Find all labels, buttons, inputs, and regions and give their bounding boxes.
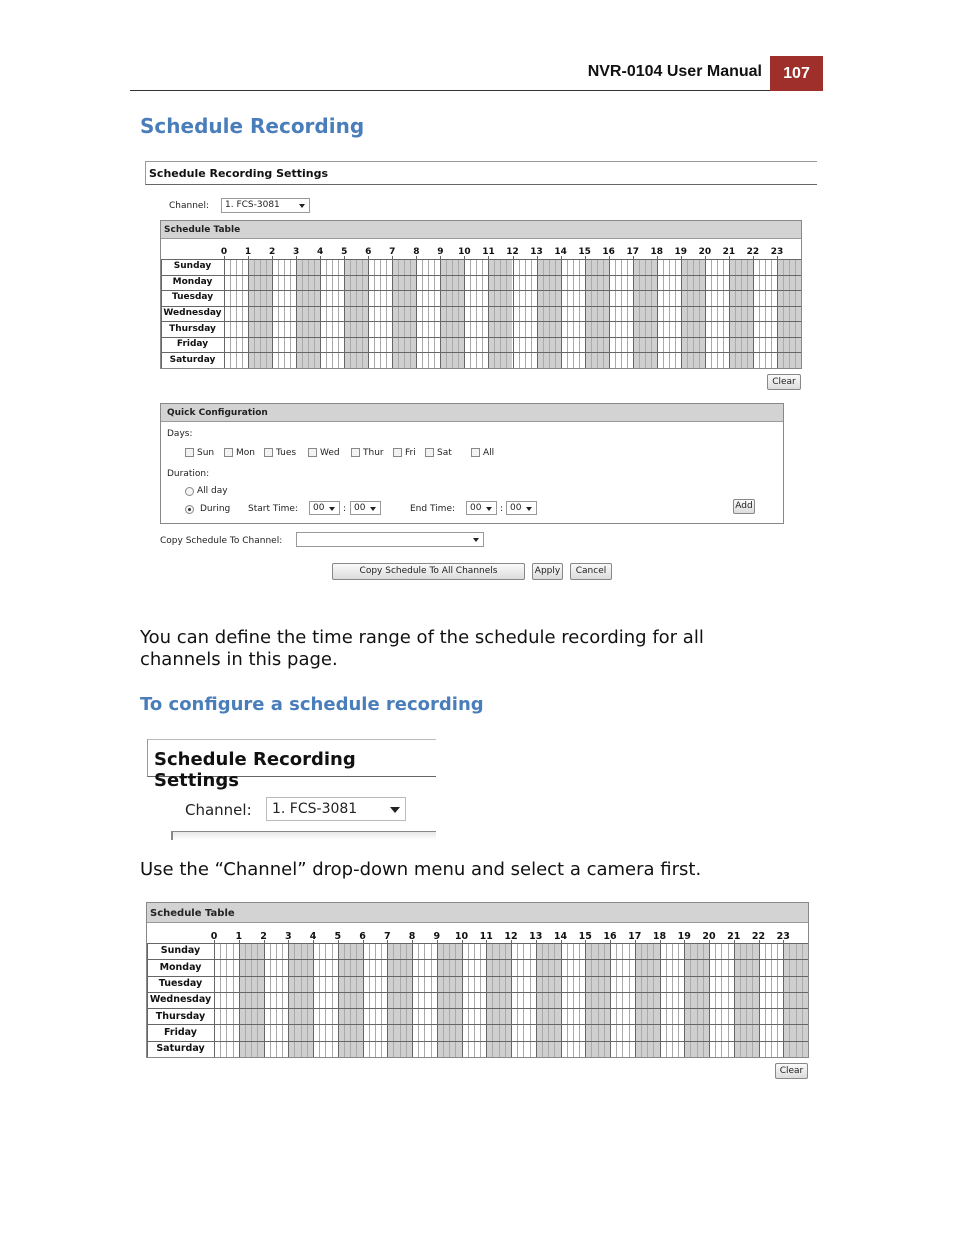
start-minute-value: 00: [354, 503, 366, 513]
add-button[interactable]: Add: [733, 499, 755, 514]
hour-label: 13: [530, 247, 543, 257]
hour-label: 14: [554, 247, 567, 257]
schedule-table-header: [161, 221, 801, 239]
grid-vline: [647, 943, 648, 1057]
grid-vline: [239, 940, 240, 1057]
grid-vline: [412, 940, 413, 1057]
time-colon: :: [343, 504, 347, 514]
chevron-down-icon: [299, 204, 305, 208]
grid-vline: [542, 943, 543, 1057]
grid-hline: [147, 1008, 808, 1009]
grid-vline: [622, 943, 623, 1057]
grid-vline: [449, 943, 450, 1057]
time-colon: :: [500, 504, 504, 514]
grid-hline: [161, 306, 801, 307]
hour-label: 4: [309, 931, 317, 942]
grid-vline: [703, 943, 704, 1057]
grid-vline: [728, 943, 729, 1057]
hour-label: 23: [770, 247, 784, 257]
grid-hline: [147, 1024, 808, 1025]
grid-hline: [147, 992, 808, 993]
day-checkbox-thur[interactable]: [351, 448, 360, 457]
hour-label: 7: [383, 931, 391, 942]
hour-label: 23: [776, 931, 790, 942]
during-label: During: [200, 504, 231, 514]
grid-hline: [161, 290, 801, 291]
grid-vline: [530, 943, 531, 1057]
grid-vline: [492, 943, 493, 1057]
day-label: Monday: [172, 276, 213, 287]
day-label: Sunday: [160, 945, 201, 957]
hour-label: 22: [751, 931, 766, 942]
grid-vline: [678, 943, 679, 1057]
day-checkbox-label: All: [483, 448, 495, 458]
end-hour-select[interactable]: [466, 501, 497, 515]
grid-vline: [468, 943, 469, 1057]
grid-vline: [697, 943, 698, 1057]
quick-config-title: Quick Configuration: [167, 408, 268, 418]
grid-vline: [276, 943, 277, 1057]
settings-panel-title: Schedule Recording Settings: [149, 167, 329, 180]
hour-label: 11: [482, 247, 495, 257]
grid-vline: [517, 943, 518, 1057]
hour-label: 12: [506, 247, 519, 257]
channel-select-value: 1. FCS-3081: [225, 200, 280, 210]
grid-vline: [610, 940, 611, 1057]
grid-vline: [214, 940, 215, 1057]
grid-vline: [660, 940, 661, 1057]
day-label: Wednesday: [163, 308, 222, 318]
day-label: Saturday: [156, 1043, 205, 1055]
day-label: Sunday: [173, 261, 212, 272]
hour-label: 21: [727, 931, 741, 942]
grid-vline: [363, 940, 364, 1057]
grid-vline: [629, 943, 630, 1057]
grid-vline: [288, 940, 289, 1057]
hour-label: 13: [529, 931, 543, 942]
hour-label: 12: [504, 931, 518, 942]
hour-label: 18: [650, 247, 663, 257]
clear-button[interactable]: Clear: [767, 374, 801, 390]
end-minute-value: 00: [510, 503, 522, 513]
hour-label: 3: [284, 931, 292, 942]
grid-vline: [585, 940, 586, 1057]
chevron-down-icon: [473, 538, 479, 542]
grid-vline: [381, 943, 382, 1057]
hour-label: 8: [408, 931, 416, 942]
grid-vline: [771, 943, 772, 1057]
grid-vline: [715, 943, 716, 1057]
grid-vline: [548, 943, 549, 1057]
grid-vline: [802, 943, 803, 1057]
grid-vline: [740, 943, 741, 1057]
hour-label: 17: [626, 247, 639, 257]
hour-label: 19: [674, 247, 688, 257]
cancel-button[interactable]: Cancel: [570, 563, 612, 580]
grid-hline: [147, 1041, 808, 1042]
day-checkbox-mon[interactable]: [224, 448, 233, 457]
quick-config-header: [161, 404, 783, 422]
schedule-table-2-header: [147, 903, 808, 923]
grid-vline: [672, 943, 673, 1057]
hour-label: 21: [722, 247, 736, 257]
day-checkbox-all[interactable]: [471, 448, 480, 457]
copy-all-channels-button[interactable]: Copy Schedule To All Channels: [332, 563, 525, 580]
hour-label: 2: [260, 931, 267, 942]
grid-vline: [499, 943, 500, 1057]
grid-vline: [616, 943, 617, 1057]
grid-vline: [505, 943, 506, 1057]
grid-hline: [161, 259, 801, 260]
grid-vline: [424, 943, 425, 1057]
grid-vline: [789, 943, 790, 1057]
grid-vline: [251, 943, 252, 1057]
grid-vline: [462, 940, 463, 1057]
hour-label: 1: [235, 931, 243, 942]
grid-vline: [777, 943, 778, 1057]
grid-vline: [406, 943, 407, 1057]
hour-label: 11: [479, 931, 493, 942]
intro-paragraph: You can define the time range of the schedule recording for all channels in this page.: [140, 627, 704, 670]
zoom-panel-title: Schedule Recording Settings: [154, 749, 356, 791]
hour-label: 5: [334, 931, 342, 942]
schedule-grid[interactable]: [161, 239, 801, 368]
day-checkbox-sun[interactable]: [185, 448, 194, 457]
grid-vline: [598, 943, 599, 1057]
grid-hline: [147, 959, 808, 960]
grid-vline: [418, 943, 419, 1057]
day-label: Thursday: [169, 323, 216, 334]
grid-vline: [759, 940, 760, 1057]
grid-vline: [765, 943, 766, 1057]
chevron-down-icon: [486, 507, 492, 511]
hour-label: 19: [677, 931, 691, 942]
grid-vline: [690, 943, 691, 1057]
chevron-down-icon: [370, 507, 376, 511]
grid-vline: [332, 943, 333, 1057]
day-label: Thursday: [155, 1010, 206, 1022]
chevron-down-icon: [329, 507, 335, 511]
grid-vline: [226, 943, 227, 1057]
grid-vline: [591, 943, 592, 1057]
day-checkbox-wed[interactable]: [308, 448, 317, 457]
grid-vline: [220, 943, 221, 1057]
grid-vline: [536, 940, 537, 1057]
zoom-panel-header: [147, 739, 436, 791]
grid-vline: [400, 943, 401, 1057]
clear-button-2[interactable]: Clear: [775, 1063, 808, 1079]
grid-vline: [356, 943, 357, 1057]
grid-hline: [161, 275, 801, 276]
channel-label: Channel:: [169, 201, 209, 211]
grid-vline: [455, 943, 456, 1057]
day-checkbox-label: Mon: [236, 448, 255, 458]
grid-vline: [325, 943, 326, 1057]
grid-vline: [561, 940, 562, 1057]
chevron-down-icon: [390, 807, 400, 813]
day-label: Saturday: [169, 354, 216, 365]
hour-label: 15: [578, 247, 591, 257]
grid-vline: [752, 943, 753, 1057]
grid-vline: [721, 943, 722, 1057]
hour-label: 18: [652, 931, 667, 942]
grid-vline: [375, 943, 376, 1057]
hour-label: 10: [458, 247, 471, 257]
duration-label: Duration:: [167, 469, 210, 479]
grid-vline: [233, 943, 234, 1057]
day-checkbox-label: Fri: [405, 448, 416, 458]
grid-vline: [486, 940, 487, 1057]
hour-label: 20: [702, 931, 716, 942]
day-checkbox-label: Tues: [276, 448, 297, 458]
all-day-label: All day: [197, 486, 228, 496]
grid-vline: [523, 943, 524, 1057]
chevron-down-icon: [526, 507, 532, 511]
grid-vline: [301, 943, 302, 1057]
grid-vline: [666, 943, 667, 1057]
grid-vline: [783, 940, 784, 1057]
day-label: Monday: [159, 961, 202, 973]
hour-label: 7: [389, 247, 396, 257]
grid-hline: [161, 337, 801, 338]
day-checkbox-label: Sat: [437, 448, 452, 458]
manual-title: NVR-0104 User Manual: [587, 63, 762, 80]
day-label: Friday: [176, 339, 209, 350]
hour-label: 1: [244, 247, 252, 257]
grid-vline: [387, 940, 388, 1057]
start-minute-select[interactable]: [350, 501, 381, 515]
zoom-table-edge: [171, 831, 436, 840]
schedule-table-2-title: Schedule Table: [150, 908, 235, 919]
subsection-title: To configure a schedule recording: [140, 694, 484, 715]
grid-hline: [161, 321, 801, 322]
hour-label: 0: [210, 931, 218, 942]
grid-vline: [369, 943, 370, 1057]
grid-vline: [573, 943, 574, 1057]
day-label: Friday: [164, 1026, 197, 1038]
grid-hline: [147, 976, 808, 977]
zoom-channel-value: 1. FCS-3081: [272, 801, 358, 817]
grid-vline: [393, 943, 394, 1057]
grid-vline: [653, 943, 654, 1057]
instruction-paragraph: Use the “Channel” drop-down menu and select a camera first.: [140, 859, 702, 880]
day-checkbox-label: Thur: [363, 448, 384, 458]
grid-vline: [709, 940, 710, 1057]
grid-vline: [684, 940, 685, 1057]
grid-vline: [319, 943, 320, 1057]
day-checkbox-label: Wed: [320, 448, 340, 458]
day-checkbox-tues[interactable]: [264, 448, 273, 457]
hour-label: 6: [365, 247, 372, 257]
grid-vline: [307, 943, 308, 1057]
grid-vline: [245, 943, 246, 1057]
hour-label: 9: [433, 931, 441, 942]
grid-vline: [474, 943, 475, 1057]
copy-channel-select[interactable]: [296, 532, 484, 547]
start-hour-value: 00: [313, 503, 325, 513]
grid-vline: [480, 943, 481, 1057]
grid-vline: [746, 943, 747, 1057]
day-checkbox-sat[interactable]: [425, 448, 434, 457]
grid-vline: [604, 943, 605, 1057]
grid-vline: [257, 943, 258, 1057]
grid-vline: [350, 943, 351, 1057]
hour-label: 6: [359, 931, 366, 942]
hour-label: 14: [553, 931, 568, 942]
hour-label: 15: [578, 931, 592, 942]
grid-vline: [579, 943, 580, 1057]
apply-button[interactable]: Apply: [532, 563, 563, 580]
end-hour-value: 00: [470, 503, 482, 513]
schedule-grid-2[interactable]: [147, 923, 808, 1057]
hour-label: 5: [341, 247, 348, 257]
zoom-channel-label: Channel:: [185, 801, 252, 819]
hour-label: 17: [628, 931, 642, 942]
grid-vline: [437, 940, 438, 1057]
grid-vline: [282, 943, 283, 1057]
hour-label: 16: [602, 247, 615, 257]
header-rule: [130, 90, 770, 91]
hour-label: 3: [292, 247, 300, 257]
hour-label: 16: [603, 931, 617, 942]
grid-vline: [313, 940, 314, 1057]
day-label: Tuesday: [158, 977, 203, 989]
grid-vline: [567, 943, 568, 1057]
grid-vline: [264, 940, 265, 1057]
grid-hline: [147, 943, 808, 944]
grid-vline: [431, 943, 432, 1057]
zoom-channel-select[interactable]: [266, 797, 406, 821]
end-time-label: End Time:: [410, 504, 456, 514]
grid-vline: [635, 940, 636, 1057]
grid-vline: [344, 943, 345, 1057]
grid-vline: [338, 940, 339, 1057]
days-label: Days:: [167, 429, 193, 439]
grid-vline: [511, 940, 512, 1057]
all-day-radio[interactable]: [185, 487, 194, 496]
grid-vline: [796, 943, 797, 1057]
channel-select[interactable]: [221, 198, 310, 213]
grid-hline: [161, 352, 801, 353]
day-checkbox-label: Sun: [197, 448, 215, 458]
grid-vline: [554, 943, 555, 1057]
hour-label: 8: [413, 247, 420, 257]
hour-label: 0: [220, 247, 228, 257]
day-checkbox-fri[interactable]: [393, 448, 402, 457]
start-hour-select[interactable]: [309, 501, 340, 515]
copy-schedule-label: Copy Schedule To Channel:: [160, 536, 283, 546]
grid-vline: [294, 943, 295, 1057]
day-label: Wednesday: [149, 994, 212, 1006]
hour-label: 20: [698, 247, 712, 257]
grid-vline: [641, 943, 642, 1057]
end-minute-select[interactable]: [506, 501, 537, 515]
grid-vline: [270, 943, 271, 1057]
hour-label: 4: [317, 247, 324, 257]
start-time-label: Start Time:: [248, 504, 298, 514]
grid-vline: [734, 940, 735, 1057]
hour-label: 10: [454, 931, 469, 942]
grid-vline: [443, 943, 444, 1057]
settings-panel-header: [145, 161, 817, 185]
hour-label: 2: [268, 247, 276, 257]
schedule-table-title: Schedule Table: [164, 225, 241, 235]
during-radio[interactable]: [185, 505, 194, 514]
hour-label: 22: [746, 247, 760, 257]
hour-label: 9: [437, 247, 444, 257]
day-label: Tuesday: [171, 292, 214, 303]
section-title: Schedule Recording: [140, 114, 365, 138]
page-number-badge: 107: [770, 56, 823, 91]
